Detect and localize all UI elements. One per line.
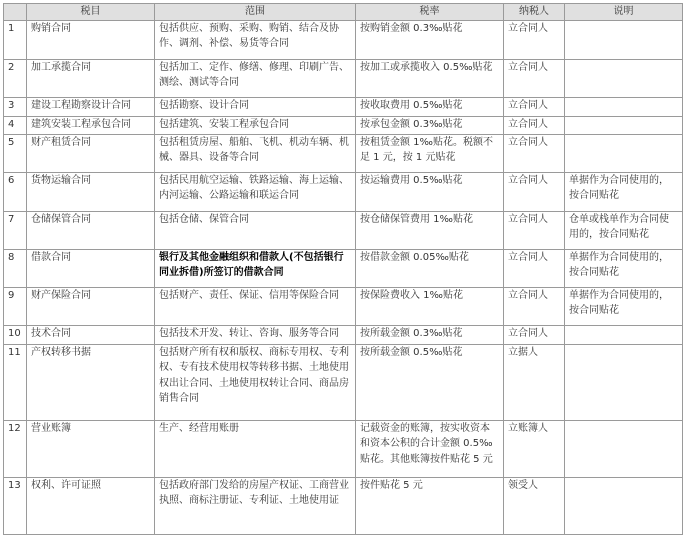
tax-rate: 按仓储保管费用 1‰贴花 <box>356 211 504 249</box>
tax-rate: 按所载金额 0.3‰贴花 <box>356 325 504 344</box>
tax-rate: 按承包金额 0.3‰贴花 <box>356 116 504 134</box>
table-row <box>4 325 683 344</box>
row-number: 7 <box>4 211 27 249</box>
tax-scope: 包括财产所有权和版权、商标专用权、专利权、专有技术使用权等转移书据、土地使用权出让合同、土地使用权转让合同、商品房销售合同 <box>155 344 356 420</box>
tax-rate: 按借款金额 0.05‰贴花 <box>356 249 504 287</box>
header-item: 税目 <box>27 4 155 21</box>
row-number: 1 <box>4 20 27 59</box>
taxpayer: 立据人 <box>504 344 565 420</box>
tax-scope: 包括勘察、设计合同 <box>155 97 356 116</box>
tax-item: 权利、许可证照 <box>27 477 155 534</box>
tax-rate: 记载资金的账簿，按实收资本和资本公积的合计金额 0.5‰贴花。其他账簿按件贴花 5 元 <box>356 420 504 477</box>
row-number: 3 <box>4 97 27 116</box>
tax-scope: 包括政府部门发给的房屋产权证、工商营业执照、商标注册证、专利证、土地使用证 <box>155 477 356 534</box>
tax-scope: 生产、经营用账册 <box>155 420 356 477</box>
tax-rate: 按租赁金额 1‰贴花。税额不足 1 元，按 1 元贴花 <box>356 134 504 172</box>
table-row <box>4 344 683 420</box>
taxpayer: 立合同人 <box>504 97 565 116</box>
row-number: 8 <box>4 249 27 287</box>
tax-scope: 包括租赁房屋、船舶、飞机、机动车辆、机械、器具、设备等合同 <box>155 134 356 172</box>
tax-item: 营业账簿 <box>27 420 155 477</box>
row-number: 2 <box>4 59 27 97</box>
tax-item: 财产保险合同 <box>27 287 155 325</box>
note <box>565 477 683 534</box>
row-number: 11 <box>4 344 27 420</box>
row-number: 6 <box>4 172 27 211</box>
note: 单据作为合同使用的，按合同贴花 <box>565 287 683 325</box>
table-row <box>4 97 683 116</box>
note <box>565 116 683 134</box>
taxpayer: 立合同人 <box>504 172 565 211</box>
note: 单据作为合同使用的，按合同贴花 <box>565 249 683 287</box>
tax-scope: 包括建筑、安装工程承包合同 <box>155 116 356 134</box>
table-row <box>4 116 683 134</box>
tax-scope: 包括加工、定作、修缮、修理、印刷广告、测绘、测试等合同 <box>155 59 356 97</box>
note <box>565 59 683 97</box>
taxpayer: 立合同人 <box>504 287 565 325</box>
row-number: 9 <box>4 287 27 325</box>
note <box>565 325 683 344</box>
header-note: 说明 <box>565 4 683 21</box>
taxpayer: 立合同人 <box>504 249 565 287</box>
tax-rate: 按保险费收入 1‰贴花 <box>356 287 504 325</box>
tax-rate: 按运输费用 0.5‰贴花 <box>356 172 504 211</box>
tax-item: 仓储保管合同 <box>27 211 155 249</box>
note <box>565 134 683 172</box>
tax-scope: 包括民用航空运输、铁路运输、海上运输、内河运输、公路运输和联运合同 <box>155 172 356 211</box>
table-row <box>4 477 683 534</box>
tax-item: 借款合同 <box>27 249 155 287</box>
tax-item: 产权转移书据 <box>27 344 155 420</box>
taxpayer: 立合同人 <box>504 59 565 97</box>
tax-item: 货物运输合同 <box>27 172 155 211</box>
table-row <box>4 249 683 287</box>
row-number: 4 <box>4 116 27 134</box>
row-number: 12 <box>4 420 27 477</box>
tax-item: 加工承揽合同 <box>27 59 155 97</box>
row-number: 10 <box>4 325 27 344</box>
tax-scope: 银行及其他金融组织和借款人(不包括银行同业拆借)所签订的借款合同 <box>155 249 356 287</box>
tax-rate: 按收取费用 0.5‰贴花 <box>356 97 504 116</box>
table-row <box>4 59 683 97</box>
row-number: 5 <box>4 134 27 172</box>
tax-rate: 按件贴花 5 元 <box>356 477 504 534</box>
note <box>565 20 683 59</box>
note <box>565 97 683 116</box>
tax-item: 建筑安装工程承包合同 <box>27 116 155 134</box>
table-row <box>4 287 683 325</box>
table-row <box>4 134 683 172</box>
taxpayer: 立合同人 <box>504 325 565 344</box>
table-row <box>4 172 683 211</box>
table-row <box>4 420 683 477</box>
tax-rate: 按购销金额 0.3‰贴花 <box>356 20 504 59</box>
tax-item: 技术合同 <box>27 325 155 344</box>
taxpayer: 立合同人 <box>504 211 565 249</box>
row-number: 13 <box>4 477 27 534</box>
note: 单据作为合同使用的，按合同贴花 <box>565 172 683 211</box>
header-scope: 范围 <box>155 4 356 21</box>
table-row <box>4 20 683 59</box>
taxpayer: 立合同人 <box>504 134 565 172</box>
taxpayer: 立合同人 <box>504 20 565 59</box>
taxpayer: 领受人 <box>504 477 565 534</box>
tax-item: 财产租赁合同 <box>27 134 155 172</box>
note: 仓单或栈单作为合同使用的，按合同贴花 <box>565 211 683 249</box>
note <box>565 420 683 477</box>
tax-scope: 包括技术开发、转让、咨询、服务等合同 <box>155 325 356 344</box>
header-rate: 税率 <box>356 4 504 21</box>
tax-scope: 包括仓储、保管合同 <box>155 211 356 249</box>
tax-item: 建设工程勘察设计合同 <box>27 97 155 116</box>
tax-rate: 按加工或承揽收入 0.5‰贴花 <box>356 59 504 97</box>
taxpayer: 立合同人 <box>504 116 565 134</box>
tax-scope: 包括供应、预购、采购、购销、结合及协作、调剂、补偿、易货等合同 <box>155 20 356 59</box>
header-payer: 纳税人 <box>504 4 565 21</box>
table-row <box>4 211 683 249</box>
header-row <box>4 4 683 21</box>
tax-rate: 按所载金额 0.5‰贴花 <box>356 344 504 420</box>
tax-item: 购销合同 <box>27 20 155 59</box>
tax-scope: 包括财产、责任、保证、信用等保险合同 <box>155 287 356 325</box>
header-no <box>4 4 27 21</box>
taxpayer: 立账簿人 <box>504 420 565 477</box>
stamp-tax-table <box>3 3 683 535</box>
note <box>565 344 683 420</box>
